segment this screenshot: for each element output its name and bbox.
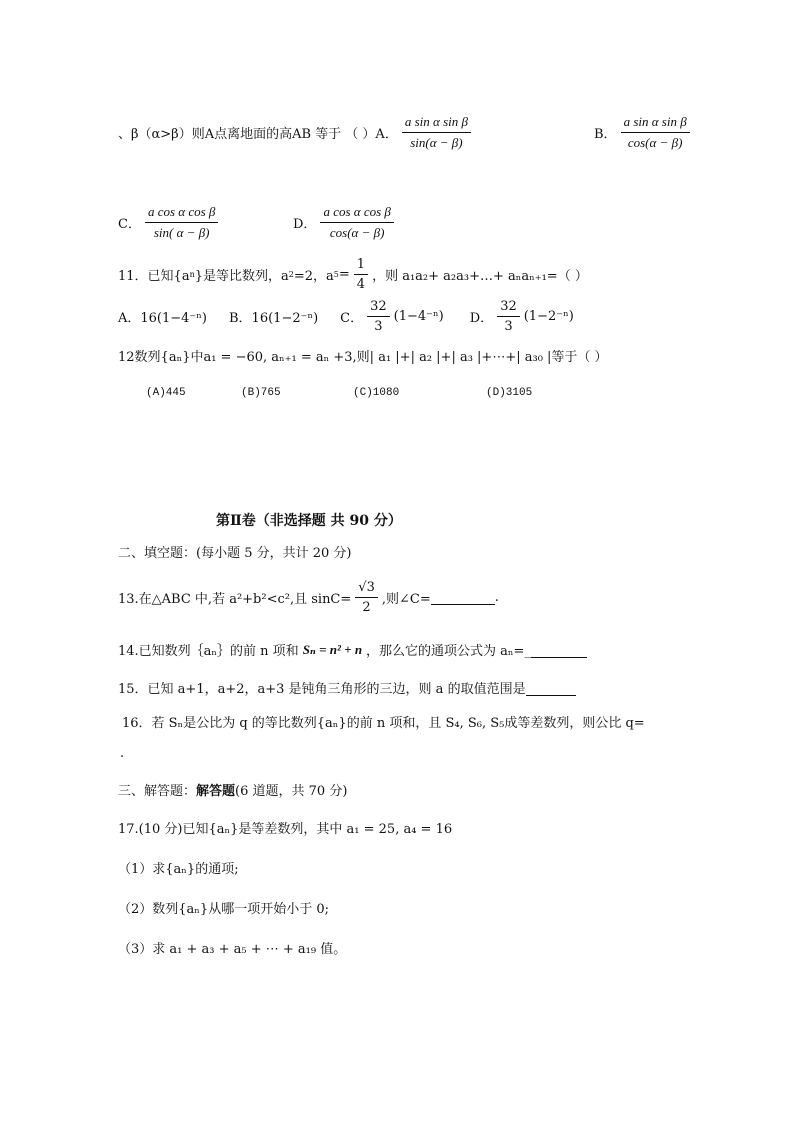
- q10-option-c-label: C．: [118, 216, 141, 232]
- q11-stem-mid: }是等比数列，a: [194, 268, 289, 284]
- q15-text: 15．已知 a+1，a+2，a+3 是钝角三角形的三边，则 a 的取值范围是: [118, 682, 526, 697]
- section3-title-post: (6 道题，共 70 分): [235, 784, 348, 799]
- q10-option-a-numerator: a sin α sin β: [402, 114, 471, 133]
- q14-pre: 14.已知数列｛aₙ｝的前 n 项和: [118, 644, 299, 659]
- q11-option-c-denominator: 3: [374, 318, 383, 334]
- q11-option-c-numerator: 32: [367, 299, 390, 317]
- q16-text: 16．若 Sₙ是公比为 q 的等比数列{aₙ}的前 n 项和，且 S₄, S₆, S₅成等差数列，则公比 q=: [122, 716, 645, 731]
- q10-option-b-label: B．: [594, 126, 617, 142]
- q11-a5-numerator: 1: [354, 257, 368, 275]
- q15-answer-blank[interactable]: [526, 680, 576, 696]
- section3-title-pre: 三、解答题：: [118, 784, 197, 799]
- q10-option-c-numerator: a cos α cos β: [145, 204, 218, 223]
- q16-dot: .: [120, 746, 125, 761]
- q10-option-b-fraction: [621, 114, 690, 151]
- q13-denominator: 2: [362, 599, 371, 615]
- q11-stem: [118, 254, 588, 294]
- q10-option-d-label: D．: [293, 216, 317, 232]
- q13-pre: 13.在△ABC 中,若 a²+b²<c²,且 sinC=: [118, 591, 352, 607]
- q10-option-c-fraction: [145, 204, 218, 241]
- q10-option-c-denominator: sin( α − β): [153, 224, 210, 240]
- q11-stem-sub-n: n: [189, 269, 195, 279]
- q14-formula: Sₙ = n² + n: [302, 641, 363, 657]
- q13-post: ,则∠C=: [381, 591, 431, 607]
- q11-option-d-fraction: [497, 299, 520, 334]
- q17-stem: 17.(10 分)已知{aₙ}是等差数列，其中 a₁ = 25, a₄ = 16: [118, 822, 453, 837]
- q12-option-c: (C)1080: [353, 387, 400, 399]
- q10-option-c: [118, 200, 222, 244]
- q13-numerator: √3: [355, 580, 378, 598]
- q13-answer-blank[interactable]: [431, 589, 495, 605]
- q10-option-a-denominator: sin(α − β): [410, 134, 463, 150]
- section2-title: 二、填空题：(每小题 5 分，共计 20 分): [118, 546, 352, 561]
- q13-end: .: [494, 589, 499, 605]
- q11-option-c-label: C．: [340, 310, 364, 326]
- q11-option-c-fraction: [367, 299, 390, 334]
- q11-a5-denominator: 4: [356, 276, 366, 292]
- q11-option-a: A．16(1−4⁻ⁿ): [118, 310, 207, 326]
- q11-stem-post: ，则 a₁a₂+ a₂a₃+…+ aₙaₙ₊₁=（ ）: [372, 268, 588, 284]
- q15: [118, 678, 576, 697]
- q12-option-b: (B)765: [241, 387, 281, 399]
- q17-part-3: （3）求 a₁ + a₃ + a₅ + ⋯ + a₁₉ 值。: [118, 942, 347, 957]
- q11-option-d-label: D．: [469, 310, 494, 326]
- q10-option-d-fraction: [320, 204, 393, 241]
- q14-answer-blank[interactable]: [531, 642, 587, 658]
- q10-intro: 、β（α>β）则A点离地面的高AB 等于 （ ）A．: [118, 126, 398, 142]
- q13: [118, 576, 499, 618]
- q10-option-d: [293, 200, 398, 244]
- part2-heading: 第Ⅱ卷（非选择题 共 90 分）: [216, 513, 402, 529]
- q11-a5-eq: =: [338, 266, 350, 282]
- q10-option-b-denominator: cos(α − β): [627, 134, 683, 150]
- q13-fraction: [355, 580, 378, 615]
- q14: [118, 640, 587, 659]
- q11-a5-sub: 5: [333, 269, 339, 279]
- q12-option-a: (A)445: [146, 387, 186, 399]
- q11-option-d-denominator: 3: [504, 318, 513, 334]
- q12-option-d: (D)3105: [486, 387, 533, 399]
- q10-option-d-numerator: a cos α cos β: [320, 204, 393, 223]
- section3-title: [118, 780, 347, 799]
- q11-options: [118, 296, 574, 336]
- q11-option-c-tail: (1−4⁻ⁿ): [393, 308, 444, 324]
- q11-a2-value: =2，a: [293, 268, 334, 284]
- q17-part-2: （2）数列{aₙ}从哪一项开始小于 0;: [118, 902, 329, 917]
- q10-option-b: [594, 110, 694, 154]
- section3-title-bold: 解答题: [196, 784, 236, 799]
- q11-stem-pre: 11．已知{a: [118, 268, 190, 284]
- q11-a2-sub: 2: [288, 269, 294, 279]
- q11-a5-fraction: [354, 257, 368, 292]
- q17-part-1: （1）求{aₙ}的通项;: [118, 862, 239, 877]
- q10-option-a-fraction: [402, 114, 471, 151]
- q11-option-b: B．16(1−2⁻ⁿ): [229, 310, 319, 326]
- q12-stem: 12数列{aₙ}中a₁ = −60, aₙ₊₁ = aₙ +3,则| a₁ |+| a₂ |+| a₃ |+⋯+| a₃₀ |等于（ ）: [118, 350, 608, 365]
- q10-option-d-denominator: cos(α − β): [329, 224, 385, 240]
- q10-option-b-numerator: a sin α sin β: [621, 114, 690, 133]
- q11-option-d-tail: (1−2⁻ⁿ): [523, 308, 574, 324]
- q10-row-ab: [118, 110, 475, 154]
- q14-post: ，那么它的通项公式为 aₙ=_: [366, 644, 531, 659]
- q11-option-d-numerator: 32: [497, 299, 520, 317]
